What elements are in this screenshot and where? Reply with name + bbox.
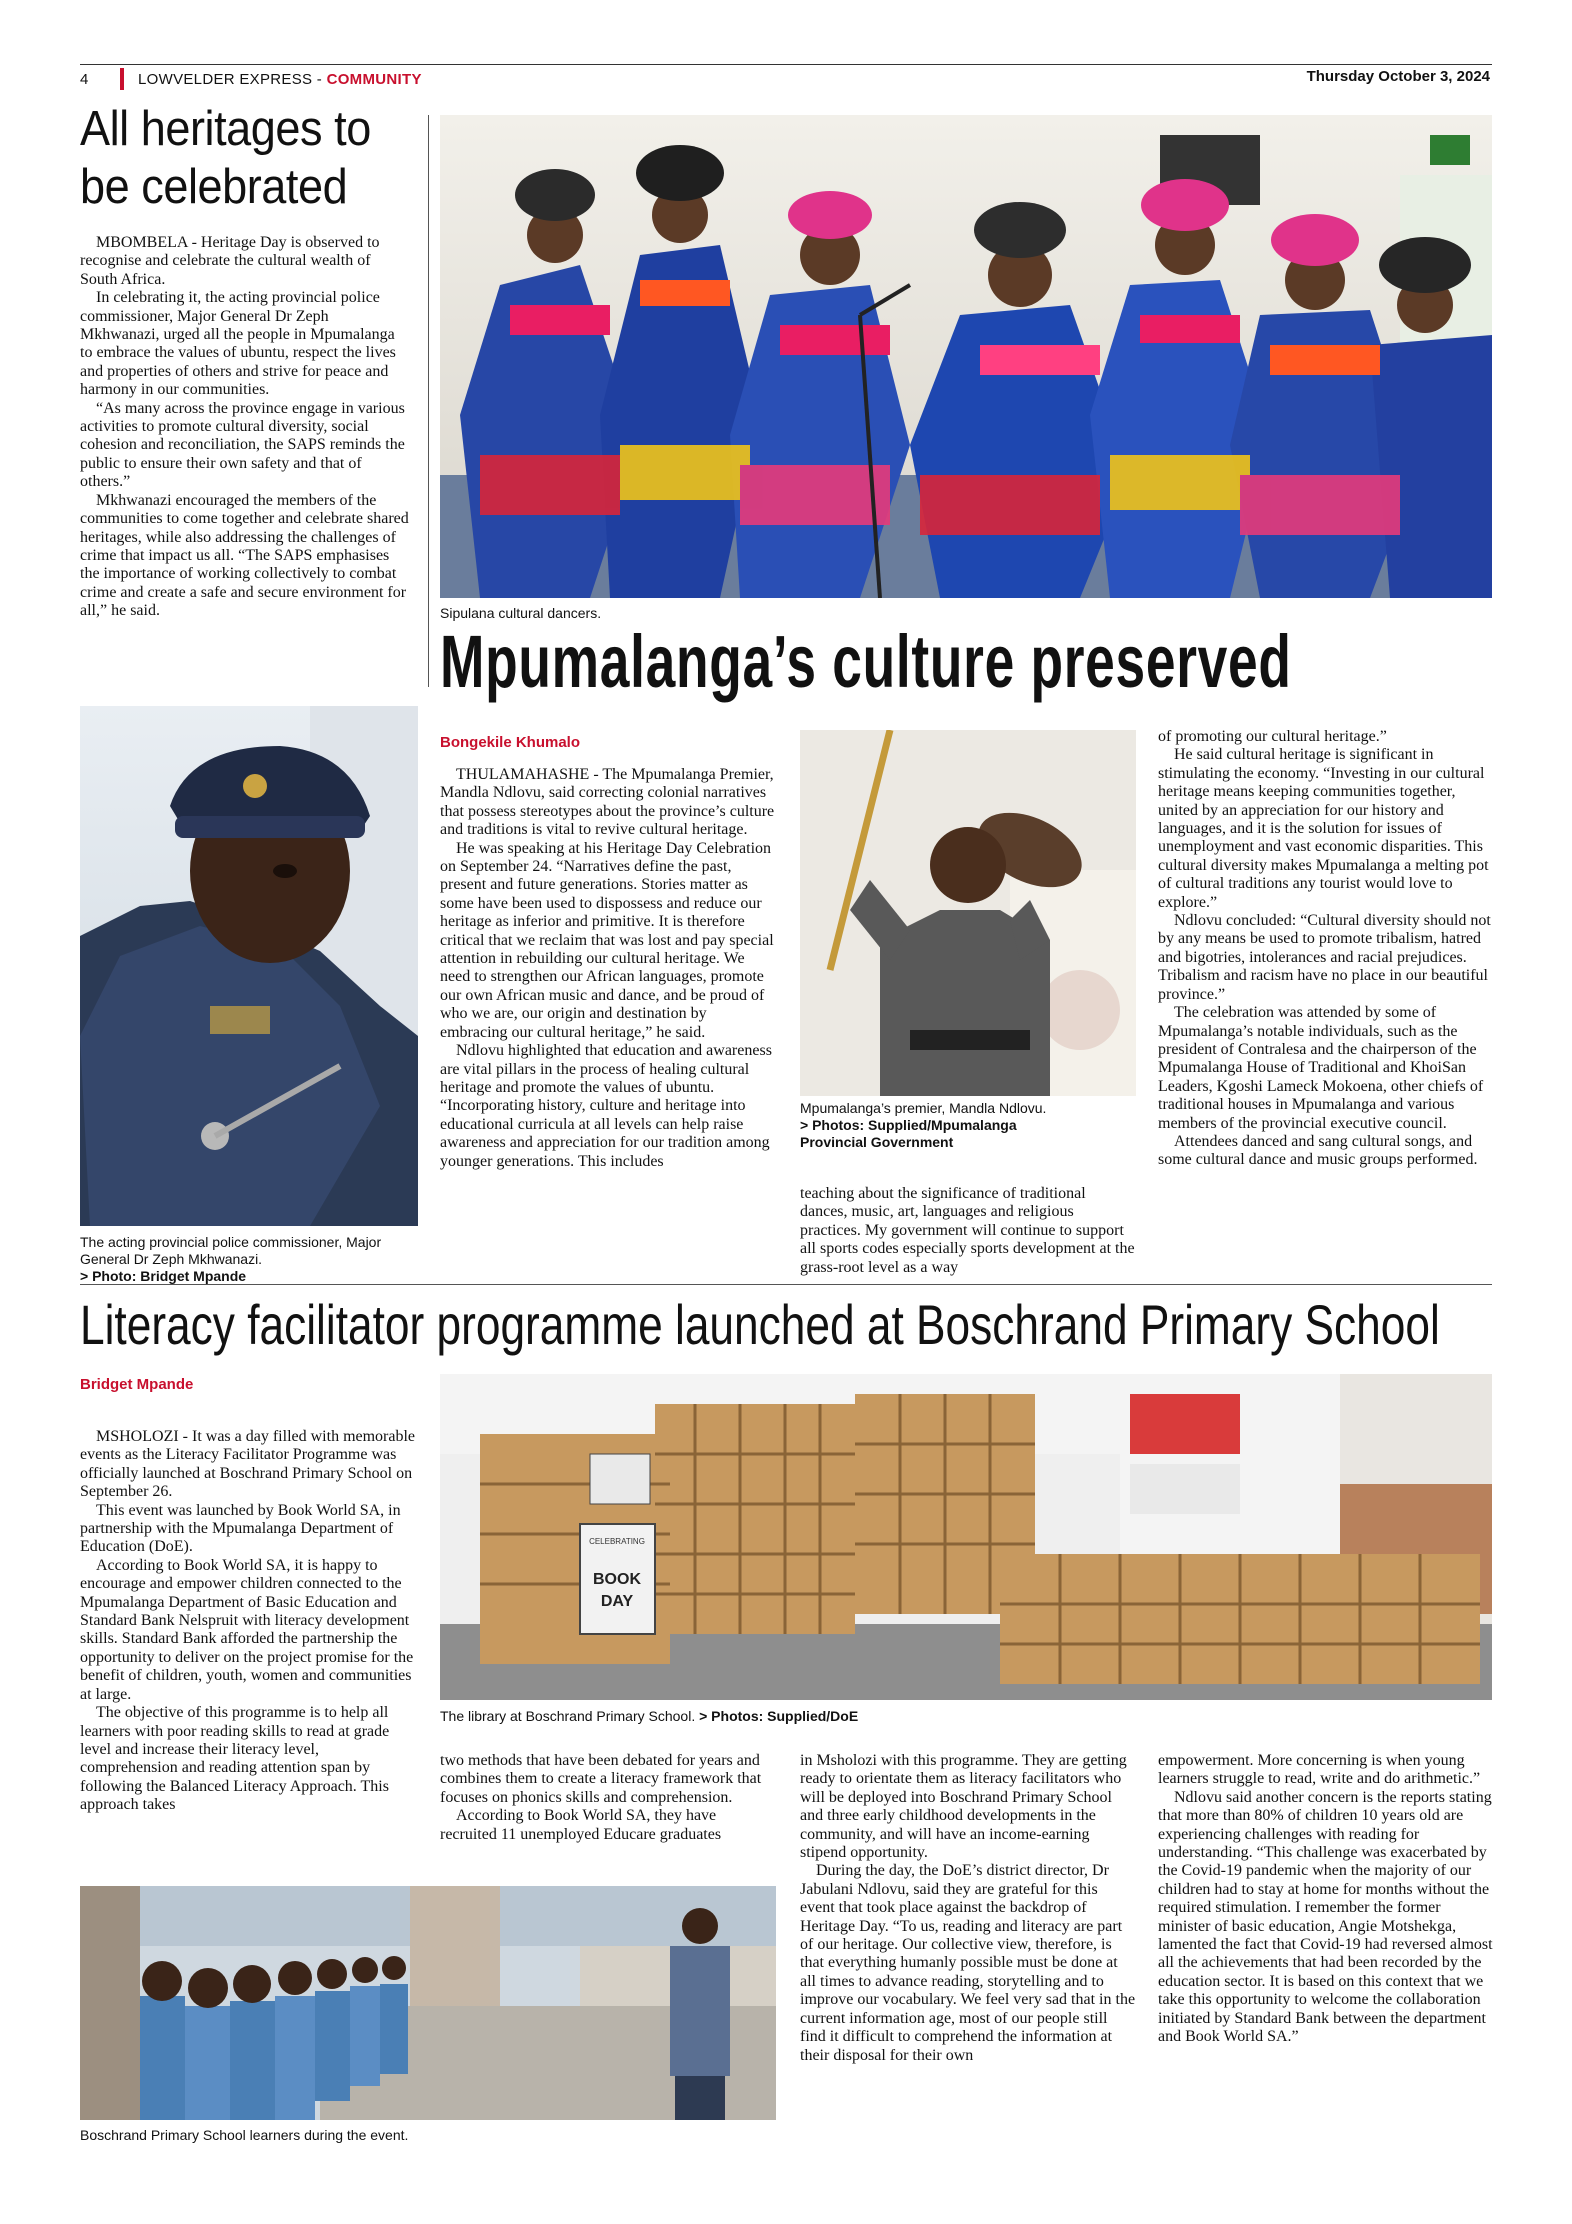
poster-celebrating-text: CELEBRATING — [589, 1537, 645, 1546]
article2-paragraph: Ndlovu highlighted that education and awareness are vital pillars in the process of healing cultural heritage and promote the values of ubuntu. “Incorporating history, culture and heritage into educational curricula at all levels can help raise awareness and appreciation for our tradition among younger generations. This includes — [440, 1042, 772, 1170]
header-separator: - — [312, 70, 327, 88]
premier-photo — [800, 730, 1136, 1096]
dancers-caption: Sipulana cultural dancers. — [440, 605, 602, 621]
article2-paragraph: He said cultural heritage is significant in stimulating the economy. “Investing in our cultural heritage means keeping communities together, united by an appreciation for our history and languages, and it is the solution for issues of unemployment and vast economic disparities. This cultural diversity makes Mpumalanga a melting pot of cultural traditions any tourist would love to explore.” — [1158, 746, 1489, 911]
article1-paragraph: MBOMBELA - Heritage Day is observed to recognise and celebrate the cultural wealth of South Africa. — [80, 234, 380, 288]
commissioner-caption-text: The acting provincial police commissioner, Major General Dr Zeph Mkhwanazi. — [80, 1234, 382, 1267]
article3-paragraph: two methods that have been debated for years and combines them to create a literacy framework that focuses on phonics skills and comprehension. — [440, 1752, 762, 1806]
dancers-photo — [440, 115, 1492, 598]
article3-paragraph: Ndlovu said another concern is the reports stating that more than 80% of children 10 years old are experiencing challenges with reading for understanding. “This challenge was exacerbated by the Covid-19 pandemic when the majority of our children had to stay at home for months without the required stimulation. I remember the former minister of basic education, Angie Motshekga, lamented the fact that Covid-19 had reversed almost all the achievements that had been recorded by the education sector. It is based on this context that we take this opportunity to welcome the collaboration initiated by Standard Bank between the department and Book World SA.” — [1158, 1788, 1493, 2046]
article3-paragraph: The objective of this programme is to help all learners with poor reading skills to read at grade level and increase their literacy level, comprehension and reading attention span by following the Balanced Literacy Approach. This approach takes — [80, 1704, 390, 1814]
header-accent-bar — [120, 68, 124, 90]
library-caption — [440, 1708, 858, 1725]
premier-caption — [800, 1100, 1136, 1151]
publication-name: LOWVELDER EXPRESS — [138, 70, 313, 88]
article3-paragraph: During the day, the DoE’s district director, Dr Jabulani Ndlovu, said they are grateful for this event that took place against the backdrop of Heritage Day. “To us, reading and literacy are part of our heritage. Our collective view, therefore, is that everything humanly possible must be done at all times to advance reading, storytelling and to improve our vocabulary. We feel very sad that in the current information age, most of our people still find it difficult to comprehend the information at their disposal for their own — [800, 1862, 1136, 2064]
article2-col1 — [440, 766, 776, 1171]
section-divider — [80, 1284, 1492, 1285]
commissioner-photo-credit: > Photo: Bridget Mpande — [80, 1268, 247, 1284]
article2-paragraph: of promoting our cultural heritage.” — [1158, 728, 1387, 745]
article3-paragraph: MSHOLOZI - It was a day filled with memorable events as the Literacy Facilitator Programme was officially launched at Boschrand Primary School on September 26. — [80, 1428, 416, 1501]
article3-headline — [80, 1292, 1492, 1362]
article2-headline-text: Mpumalanga’s culture preserved — [440, 620, 1292, 703]
library-caption-text: The library at Boschrand Primary School. — [440, 1708, 696, 1724]
article3-paragraph: According to Book World SA, they have recruited 11 unemployed Educare graduates — [440, 1807, 722, 1843]
article2-headline — [440, 618, 1492, 708]
section-name: COMMUNITY — [326, 70, 422, 88]
article3-paragraph: This event was launched by Book World SA, in partnership with the Mpumalanga Department of Education (DoE). — [80, 1501, 401, 1556]
article2-paragraph: Attendees danced and sang cultural songs, and some cultural dance and music groups performed. — [1158, 1132, 1478, 1169]
article1-body — [80, 234, 410, 621]
article3-headline-text: Literacy facilitator programme launched at Boschrand Primary School — [80, 1293, 1440, 1356]
premier-photo-credit-line2: Provincial Government — [800, 1134, 954, 1150]
article2-col3 — [1158, 728, 1494, 1170]
article2-byline: Bongekile Khumalo — [440, 734, 581, 751]
header-rule — [80, 64, 1492, 65]
library-photo — [440, 1374, 1492, 1700]
article2-paragraph: Ndlovu concluded: “Cultural diversity should not by any means be used to promote tribalism, hatred and bigotries, intolerances and racial prejudices. Tribalism and racism have no place in our beautiful province.” — [1158, 912, 1491, 1003]
poster-book-text: BOOK — [593, 1571, 641, 1588]
learners-caption: Boschrand Primary School learners during the event. — [80, 2127, 409, 2143]
article1-headline — [80, 100, 384, 216]
article2-paragraph: He was speaking at his Heritage Day Celebration on September 24. “Narratives define the past, present and future generations. Stories matter as some have been used to dispossess and reduce our heritage as inferior and primitive. It is therefore critical that we reclaim that was lost and pay special attention in rebuilding our cultural heritage. We need to strengthen our African languages, promote our own African music and dance, and be proud of who we are, our origin and destination by embracing our cultural heritage,” he said. — [440, 839, 774, 1041]
article3-col1 — [80, 1428, 418, 1815]
article3-col2 — [440, 1752, 776, 1844]
page-header — [80, 68, 422, 90]
article2-paragraph: THULAMAHASHE - The Mpumalanga Premier, Mandla Ndlovu, said correcting colonial narratives that possess stereotypes about the province’s culture and traditions is vital to revive cultural heritage. — [440, 766, 775, 839]
issue-date: Thursday October 3, 2024 — [1306, 68, 1490, 85]
article3-col3 — [800, 1752, 1136, 2065]
commissioner-caption — [80, 1234, 418, 1285]
article3-paragraph: in Msholozi with this programme. They are getting ready to orientate them as literacy facilitators who will be deployed into Boschrand Primary School and three early childhood developments in the community, and will have an income-earning stipend opportunity. — [800, 1752, 1127, 1862]
article3-paragraph: According to Book World SA, it is happy to encourage and empower children connected to the Mpumalanga Department of Basic Education and Standard Bank Nelspruit with literacy development skills. Standard Bank afforded the partnership the opportunity to deliver on the project promise for the benefit of children, youth, women and communities at large. — [80, 1556, 414, 1703]
poster-day-text: DAY — [600, 1593, 634, 1610]
article1-paragraph: In celebrating it, the acting provincial police commissioner, Major General Dr Zeph Mkhwanazi, urged all the people in Mpumalanga to embrace the values of ubuntu, respect the lives and properties of others and strive for peace and harmony in our communities. — [80, 289, 396, 399]
column-rule — [428, 115, 429, 687]
library-photo-credit: > Photos: Supplied/DoE — [699, 1708, 859, 1724]
article3-byline: Bridget Mpande — [80, 1376, 194, 1393]
article1-paragraph: “As many across the province engage in various activities to promote cultural diversity, social cohesion and reconciliation, the SAPS reminds the public to ensure their own safety and that of others.” — [80, 399, 405, 491]
article1-paragraph: Mkhwanazi encouraged the members of the communities to come together and celebrate shared heritages, while also addressing the challenges of crime that impact us all. “The SAPS emphasises the importance of working collectively to combat crime and create a safe and secure environment for all,” he said. — [80, 491, 409, 620]
article2-paragraph: The celebration was attended by some of Mpumalanga’s notable individuals, such as the president of Contralesa and the chairperson of the Mpumalanga House of Traditional and KhoiSan Leaders, Kgoshi Lameck Mokoena, other chiefs of traditional houses in Mpumalanga and various members of the provincial executive council. — [1158, 1004, 1484, 1132]
article3-col4 — [1158, 1752, 1494, 2047]
learners-photo — [80, 1886, 776, 2120]
article2-paragraph: teaching about the significance of traditional dances, music, art, languages and religious practices. My government will continue to support all sports codes especially sports development at the grass-root level as a way — [800, 1185, 1135, 1276]
article1-headline-text: All heritages to be celebrated — [80, 102, 371, 214]
page-number: 4 — [80, 70, 89, 88]
premier-caption-text: Mpumalanga’s premier, Mandla Ndlovu. — [800, 1100, 1047, 1116]
article3-paragraph: empowerment. More concerning is when young learners struggle to read, write and do arithmetic.” — [1158, 1752, 1481, 1788]
commissioner-photo — [80, 706, 418, 1226]
article2-col2 — [800, 1185, 1136, 1277]
premier-photo-credit: > Photos: Supplied/Mpumalanga — [800, 1117, 1017, 1133]
